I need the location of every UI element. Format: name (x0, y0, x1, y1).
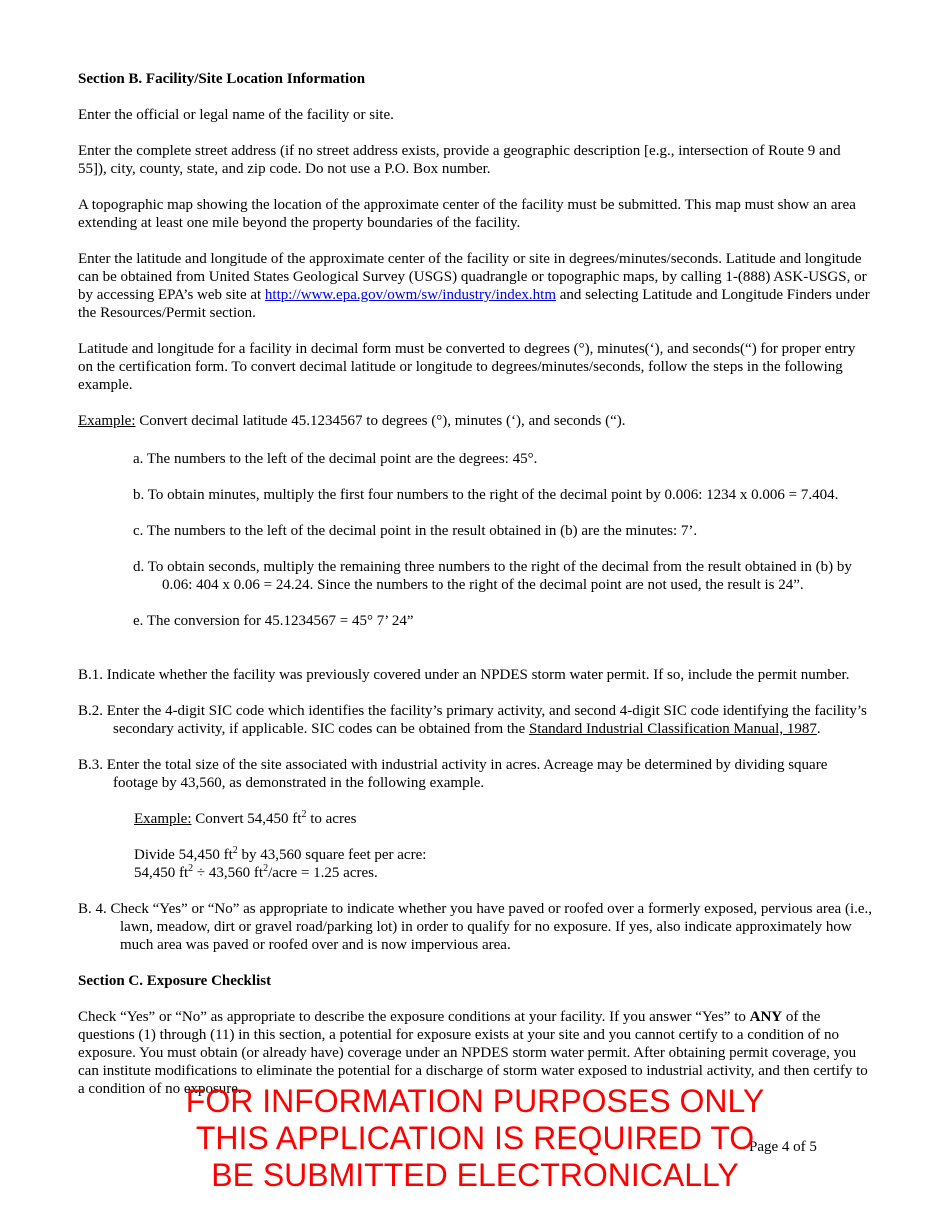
step-b: b. To obtain minutes, multiply the first four numbers to the right of the decimal point by 0.006: 1234 x 0.006 = 7.404. (133, 487, 839, 503)
b3-example-end: to acres (306, 811, 357, 827)
b3-divide-1: Divide 54,450 ft (134, 847, 233, 863)
example-text: Convert decimal latitude 45.1234567 to degrees (°), minutes (‘), and seconds (“). (135, 413, 626, 429)
b3-divide-line (78, 846, 873, 864)
page-number: Page 4 of 5 (749, 1139, 817, 1155)
document-page (78, 70, 873, 1098)
b3-calc-sup2: 2 (263, 863, 269, 874)
epa-website-link[interactable]: http://www.epa.gov/owm/sw/industry/index.htm (264, 287, 557, 303)
c-p1-after: of the questions (1) through (11) in this section, a potential for exposure exists at your site and you cannot certify to a condition of no exposure. You must obtain (or already have) coverage under an NPDES storm water permit. After obtaining permit coverage, you can institute modifications to eliminate the potential for a discharge of storm water exposed to industrial activity, and then certify to a condition of no exposure. (78, 1009, 868, 1097)
step-e: e. The conversion for 45.1234567 = 45° 7’ 24” (133, 613, 414, 629)
item-b2 (78, 702, 873, 738)
section-b-paragraph-4 (78, 250, 873, 322)
p4-text-before: Enter the latitude and longitude of the approximate center of the facility or site in degrees/minutes/seconds. Latitude and longitude can be obtained from United States Geological Survey (USGS) quadrangle or topographic maps, by calling 1-(888) ASK-USGS, or by accessing EPA’s web site at (78, 251, 867, 303)
step-c: c. The numbers to the left of the decimal point in the result obtained in (b) are the minutes: 7’. (133, 523, 698, 539)
section-b-paragraph-3: A topographic map showing the location of the approximate center of the facility must be submitted. This map must show an area extending at least one mile beyond the property boundaries of the facility. (78, 197, 856, 231)
b2-text-before: B.2. Enter the 4-digit SIC code which identifies the facility’s primary activity, and second 4-digit SIC code identifying the facility’s secondary activity, if applicable. SIC codes can be obtained from the (78, 703, 867, 737)
b3-example-text: Convert 54,450 ft (191, 811, 302, 827)
b3-divide-2: by 43,560 square feet per acre: (237, 847, 427, 863)
item-b4: B. 4. Check “Yes” or “No” as appropriate to indicate whether you have paved or roofed over a formerly exposed, pervious area (i.e., lawn, meadow, dirt or gravel road/parking lot) in order to qualify for no exposure. If yes, also indicate approximately how much area was paved or roofed over and is now impervious area. (78, 901, 873, 953)
b3-example-sup: 2 (301, 809, 307, 820)
c-p1-bold: ANY (749, 1009, 783, 1025)
b3-divide-sup: 2 (232, 845, 238, 856)
watermark-line-3: BE SUBMITTED ELECTRONICALLY (211, 1157, 739, 1193)
section-b-paragraph-1: Enter the official or legal name of the facility or site. (78, 107, 394, 123)
b3-calc-3: /acre = 1.25 acres. (268, 865, 378, 881)
b3-calc-1: 54,450 ft (134, 865, 189, 881)
example-line (78, 412, 873, 430)
item-b1: B.1. Indicate whether the facility was previously covered under an NPDES storm water permit. If so, include the permit number. (78, 667, 850, 683)
item-b3: B.3. Enter the total size of the site associated with industrial activity in acres. Acreage may be determined by dividing square footage by 43,560, as demonstrated in the following example. (78, 757, 828, 791)
section-b-heading: Section B. Facility/Site Location Information (78, 71, 366, 87)
b3-calc-line (78, 864, 873, 882)
b3-calc-2: ÷ 43,560 ft (193, 865, 264, 881)
b3-example-line (78, 810, 873, 828)
step-a: a. The numbers to the left of the decimal point are the degrees: 45°. (133, 451, 538, 467)
b3-example-label: Example: (134, 811, 192, 827)
b3-calc-sup1: 2 (188, 863, 194, 874)
step-d: d. To obtain seconds, multiply the remaining three numbers to the right of the decimal from the result obtained in (b) by 0.06: 404 x 0.06 = 24.24. Since the numbers to the right of the decimal point are not used, the result is 24”. (133, 559, 852, 593)
c-p1-before: Check “Yes” or “No” as appropriate to describe the exposure conditions at your facility. If you answer “Yes” to (78, 1009, 750, 1025)
sic-manual-title: Standard Industrial Classification Manual, 1987 (528, 721, 817, 737)
p4-text-after: and selecting Latitude and Longitude Finders under the Resources/Permit section. (78, 287, 870, 321)
b2-text-after: . (816, 721, 821, 737)
watermark-line-1: FOR INFORMATION PURPOSES ONLY (185, 1083, 765, 1119)
section-b-paragraph-5: Latitude and longitude for a facility in decimal form must be converted to degrees (°), minutes(‘), and seconds(“) for proper entry on the certification form. To convert decimal latitude or longitude to degrees/minutes/seconds, follow the steps in the following example. (78, 341, 856, 393)
section-b-paragraph-2: Enter the complete street address (if no street address exists, provide a geographic description [e.g., intersection of Route 9 and 55]), city, county, state, and zip code. Do not use a P.O. Box number. (78, 143, 841, 177)
section-c-heading: Section C. Exposure Checklist (78, 973, 272, 989)
example-label: Example: (78, 413, 136, 429)
watermark-line-2: THIS APPLICATION IS REQUIRED TO (195, 1120, 755, 1156)
